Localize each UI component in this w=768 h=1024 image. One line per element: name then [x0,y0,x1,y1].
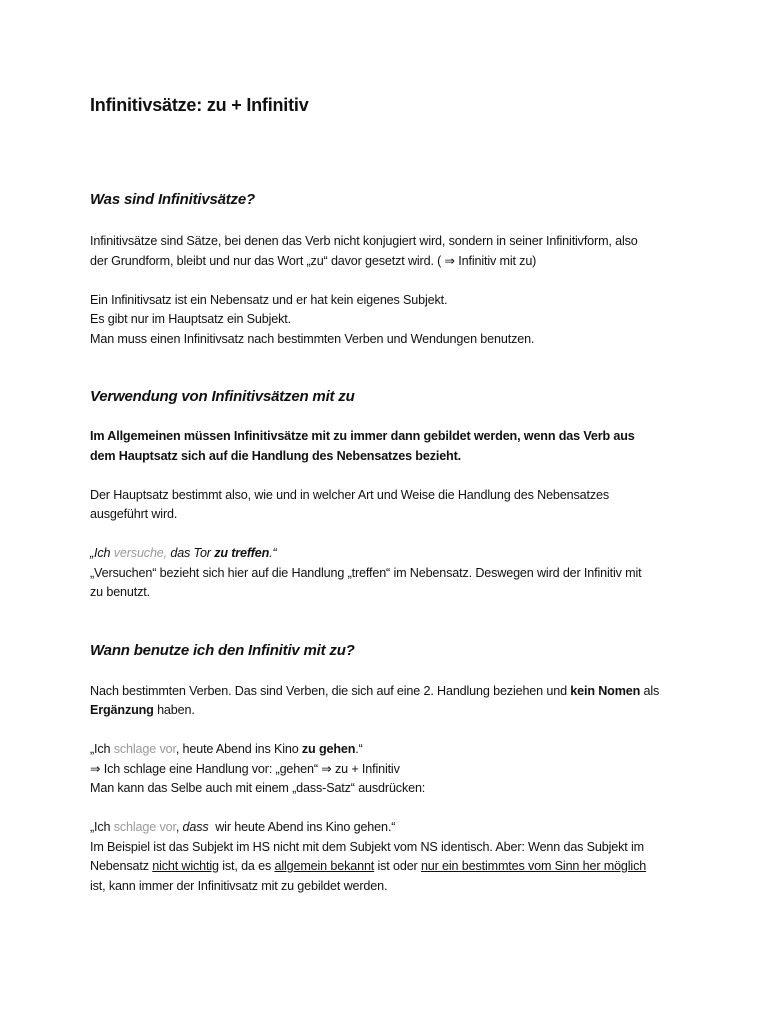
hauptsatz-line-1: Der Hauptsatz bestimmt also, wie und in welcher Art und Weise die Handlung des Nebensatzes [90,487,609,502]
example-open: „Ich [90,742,114,756]
example-verb: versuche, [113,546,167,560]
rule-line-1: Im Allgemeinen müssen Infinitivsätze mit zu immer dann gebildet werden, wenn das Verb aus [90,429,635,443]
paragraph-verben [90,682,690,721]
example-open: „Ich [90,820,114,834]
subject-ist-da-es: ist, da es [218,859,275,873]
subject-line-3: ist, kann immer der Infinitivsatz mit zu gebildet werden. [90,878,388,893]
paragraph-rule-bold [90,427,690,466]
subject-line-2 [90,859,646,873]
example-verb: schlage vor [113,742,176,756]
verben-kein-nomen: kein Nomen [570,683,641,698]
nebensatz-line-2: Es gibt nur im Hauptsatz ein Subjekt. [90,312,291,326]
rule-line-2: dem Hauptsatz sich auf die Handlung des Nebensatzes bezieht. [90,448,461,463]
paragraph-hauptsatz [90,486,690,525]
paragraph-nebensatz [90,291,690,350]
arrow-line: ⇒ Ich schlage eine Handlung vor: „gehen“ ⇒ zu + Infinitiv [90,761,400,776]
verben-als: als [640,683,660,698]
example-close: .“ [355,742,363,756]
example-verb: schlage vor [113,820,176,834]
explanation-line-2: zu benutzt. [90,585,150,599]
example-open: „Ich [90,546,114,560]
underline-sinn-moeglich: nur ein bestimmtes vom Sinn her möglich [420,859,647,873]
example-infinitive: zu treffen [214,546,270,560]
section-heading-verwendung: Verwendung von Infinitivsätzen mit zu [90,388,355,405]
nebensatz-line-1: Ein Infinitivsatz ist ein Nebensatz und er hat kein eigenes Subjekt. [90,292,448,307]
verben-ergaenzung: Ergänzung [90,703,154,717]
page-title: Infinitivsätze: zu + Infinitiv [90,95,309,115]
example-comma: , [175,820,183,834]
explanation-line-1: „Versuchen“ bezieht sich hier auf die Handlung „treffen“ im Nebensatz. Deswegen wird der Infinitiv mit [90,565,642,580]
section-heading-was-sind: Was sind Infinitivsätze? [90,191,255,208]
nebensatz-line-3: Man muss einen Infinitivsatz nach bestimmten Verben und Wendungen benutzen. [90,331,535,346]
example-rest: wir heute Abend ins Kino gehen.“ [208,820,396,834]
paragraph-example-tor [90,544,690,603]
underline-allgemein-bekannt: allgemein bekannt [274,859,375,873]
example-close: .“ [269,546,277,560]
definition-line-1: Infinitivsätze sind Sätze, bei denen das Verb nicht konjugiert wird, sondern in seiner Infinitivform, also [90,234,638,248]
example-middle: , heute Abend ins Kino [175,742,302,756]
subject-line-1: Im Beispiel ist das Subjekt im HS nicht mit dem Subjekt vom NS identisch. Aber: Wenn das Subjekt im [90,839,644,854]
definition-line-2: der Grundform, bleibt und nur das Wort „zu“ davor gesetzt wird. ( ⇒ Infinitiv mit zu) [90,253,537,268]
underline-nicht-wichtig: nicht wichtig [152,859,219,873]
example-sentence-dass [90,820,395,834]
paragraph-example-dass [90,818,690,896]
example-middle: das Tor [167,546,215,560]
example-infinitive: zu gehen [301,742,356,756]
paragraph-definition [90,232,690,271]
example-sentence-kino [90,742,363,756]
example-dass: dass [182,820,209,834]
subject-nebensatz: Nebensatz [90,859,153,873]
verben-haben: haben. [153,703,195,717]
example-sentence-tor [90,546,277,560]
hauptsatz-line-2: ausgeführt wird. [90,507,178,521]
section-heading-wann: Wann benutze ich den Infinitiv mit zu? [90,641,355,659]
paragraph-example-kino [90,740,690,799]
verben-text: Nach bestimmten Verben. Das sind Verben, die sich auf eine 2. Handlung beziehen und [90,683,571,698]
document-content [90,94,690,896]
subject-ist-oder: ist oder [374,859,421,873]
dass-satz-line: Man kann das Selbe auch mit einem „dass-Satz“ ausdrücken: [90,781,426,795]
